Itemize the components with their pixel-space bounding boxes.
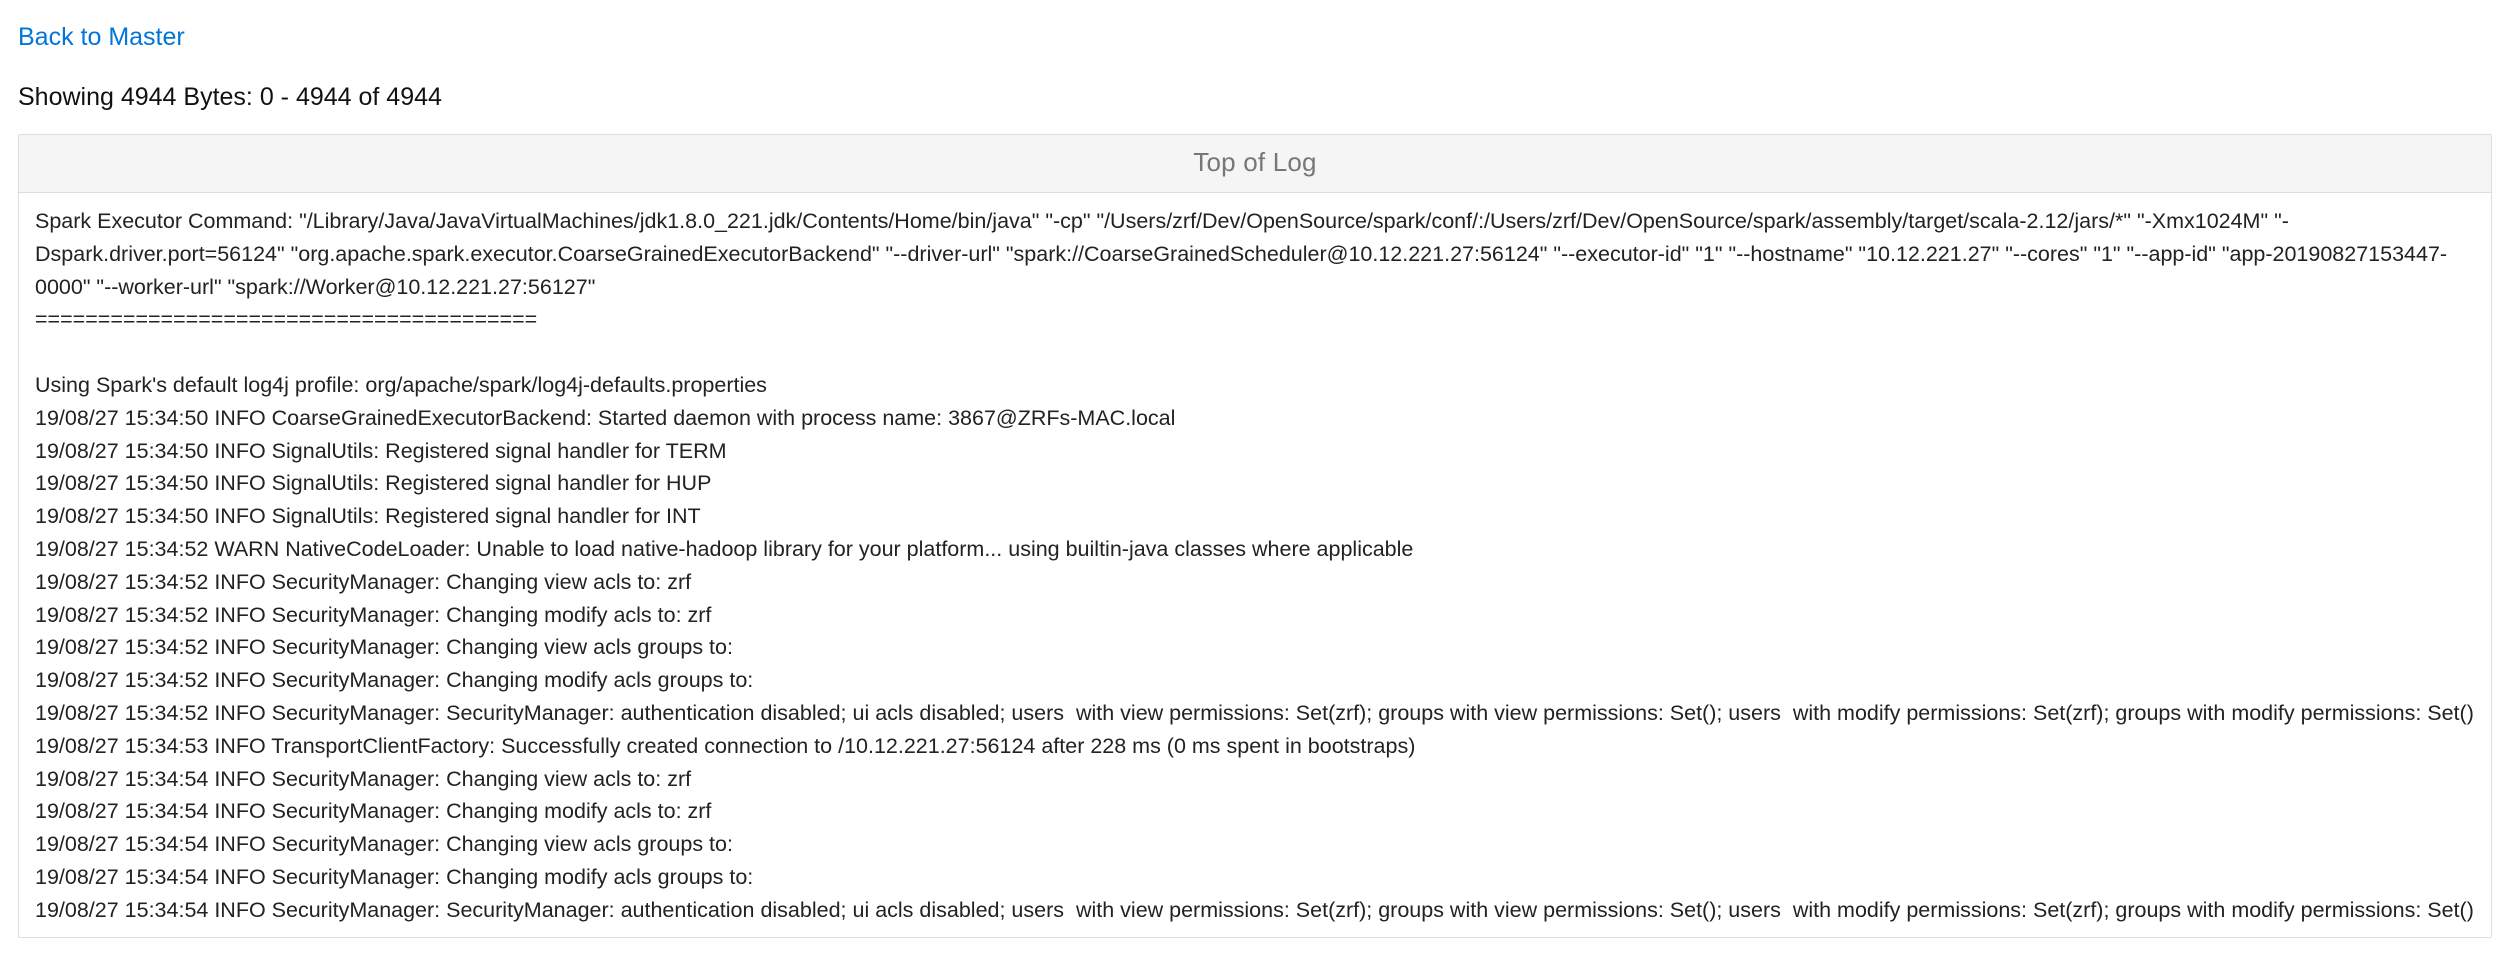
log-line: Using Spark's default log4j profile: org/apache/spark/log4j-defaults.properties xyxy=(35,372,767,397)
log-line: 19/08/27 15:34:50 INFO SignalUtils: Registered signal handler for INT xyxy=(35,504,701,529)
log-line: 19/08/27 15:34:52 INFO SecurityManager: Changing modify acls to: zrf xyxy=(35,602,712,627)
log-line: ======================================== xyxy=(35,307,538,332)
log-line: 19/08/27 15:34:54 INFO SecurityManager: Changing view acls to: zrf xyxy=(35,766,692,791)
log-line: 19/08/27 15:34:54 INFO SecurityManager: SecurityManager: authentication disabled; ui acls disabled; users with view permissions: Set(zrf); groups with view permissions: Set(); users with modify permissions: Set(zrf); groups with modify permissions: Set() xyxy=(35,897,2474,922)
log-line: 19/08/27 15:34:52 INFO SecurityManager: Changing view acls groups to: xyxy=(35,635,733,660)
log-line: Spark Executor Command: "/Library/Java/JavaVirtualMachines/jdk1.8.0_221.jdk/Contents/Home/bin/java" "-cp" "/Users/zrf/Dev/OpenSource/spark/conf/:/Users/zrf/Dev/OpenSource/spark/assembly/target/scala-2.12/jars/*" "-Xmx1024M" "-Dspark.driver.port=56124" "org.apache.spark.executor.CoarseGrainedExecutorBackend" "--driver-url" "spark://CoarseGrainedScheduler@10.12.221.27:56124" "--executor-id" "1" "--hostname" "10.12.221.27" "--cores" "1" "--app-id" "app-20190827153447-0000" "--worker-url" "spark://Worker@10.12.221.27:56127" xyxy=(35,209,2448,299)
log-line: 19/08/27 15:34:50 INFO CoarseGrainedExecutorBackend: Started daemon with process name: 3867@ZRFs-MAC.local xyxy=(35,405,1176,430)
log-line: 19/08/27 15:34:52 INFO SecurityManager: Changing modify acls groups to: xyxy=(35,668,754,693)
log-line xyxy=(35,336,2475,369)
log-line: 19/08/27 15:34:53 INFO TransportClientFactory: Successfully created connection to /10.12.221.27:56124 after 228 ms (0 ms spent in bootstraps) xyxy=(35,733,1416,758)
showing-bytes-status: Showing 4944 Bytes: 0 - 4944 of 4944 xyxy=(18,83,442,111)
log-line: 19/08/27 15:34:52 INFO SecurityManager: SecurityManager: authentication disabled; ui acls disabled; users with view permissions: Set(zrf); groups with view permissions: Set(); users with modify permissions: Set(zrf); groups with modify permissions: Set() xyxy=(35,700,2474,725)
log-line: 19/08/27 15:34:52 WARN NativeCodeLoader: Unable to load native-hadoop library for your platform... using builtin-java classes where applicable xyxy=(35,536,1414,561)
log-panel xyxy=(18,134,2492,938)
log-line: 19/08/27 15:34:54 INFO SecurityManager: Changing modify acls to: zrf xyxy=(35,799,712,824)
log-line: 19/08/27 15:34:50 INFO SignalUtils: Registered signal handler for HUP xyxy=(35,471,712,496)
log-line: 19/08/27 15:34:52 INFO SecurityManager: Changing view acls to: zrf xyxy=(35,569,692,594)
log-line: 19/08/27 15:34:54 INFO SecurityManager: Changing modify acls groups to: xyxy=(35,864,754,889)
log-panel-header: Top of Log xyxy=(19,135,2491,193)
log-line: 19/08/27 15:34:54 INFO SecurityManager: Changing view acls groups to: xyxy=(35,832,733,857)
log-line: 19/08/27 15:34:50 INFO SignalUtils: Registered signal handler for TERM xyxy=(35,438,727,463)
log-content xyxy=(19,193,2491,937)
back-to-master-link[interactable]: Back to Master xyxy=(18,23,185,51)
